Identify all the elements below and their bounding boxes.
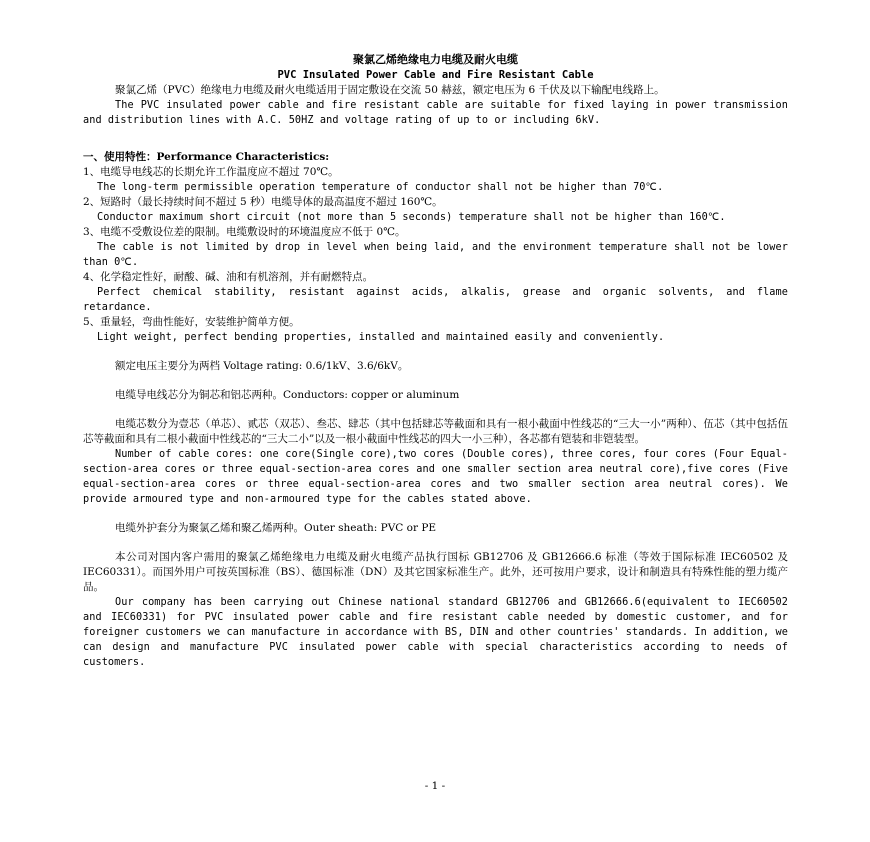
company-english: Our company has been carrying out Chinese national standard GB12706 and GB12666.6(equivalent to IEC60502 and IEC60331) for PVC insulated power cable and fire resistant cable needed by domestic customer, and for foreigner customers we can manufacture in accordance with BS, DIN and other countries' standards. In addition, we can design and manufacture PVC insulated power cable with special characteristics according to needs of customers. (83, 597, 788, 668)
item-3-english: The cable is not limited by drop in level when being laid, and the environment temperature shall not be lower than 0℃. (83, 242, 788, 268)
item-2-chinese: 2、短路时（最长持续时间不超过 5 秒）电缆导体的最高温度不超过 160℃。 (83, 196, 443, 208)
item-5-chinese: 5、重量轻，弯曲性能好，安装维护简单方便。 (83, 316, 300, 328)
item-1-chinese: 1、电缆导电线芯的长期允许工作温度应不超过 70℃。 (83, 166, 339, 178)
cores-chinese: 电缆芯数分为壹芯（单芯）、贰芯（双芯）、叁芯、肆芯（其中包括肆芯等截面和具有一根小截面中性线芯的“三大一小”两种）、伍芯（其中包括伍芯等截面和具有二根小截面中性线芯的“三大二小”以及一根小截面中性线芯的四大一小三种），各芯都有铠装和非铠装型。 (83, 418, 788, 445)
voltage-rating-line: 额定电压主要分为两档 Voltage rating: 0.6/1kV、3.6/6kV。 (115, 360, 409, 372)
intro-chinese: 聚氯乙烯（PVC）绝缘电力电缆及耐火电缆适用于固定敷设在交流 50 赫兹，额定电压为 6 千伏及以下输配电线路上。 (115, 84, 665, 96)
company-chinese: 本公司对国内客户需用的聚氯乙烯绝缘电力电缆及耐火电缆产品执行国标 GB12706 及 GB12666.6 标准（等效于国际标准 IEC60502 及 IEC60331）。而国外用户可按英国标准（BS）、德国标准（DN）及其它国家标准生产。此外，还可按用户要求，设计和制造具有特殊性能的塑力缆产品。 (83, 551, 788, 593)
item-2-english: Conductor maximum short circuit (not more than 5 seconds) temperature shall not be higher than 160℃. (97, 212, 726, 223)
item-1-english: The long-term permissible operation temperature of conductor shall not be higher than 70℃. (97, 182, 664, 193)
item-3-chinese: 3、电缆不受敷设位差的限制。电缆敷设时的环境温度应不低于 0℃。 (83, 226, 406, 238)
intro-english: The PVC insulated power cable and fire resistant cable are suitable for fixed laying in power transmission and distribution lines with A.C. 50HZ and voltage rating of up to or including 6kV. (83, 100, 788, 126)
title-chinese: 聚氯乙烯绝缘电力电缆及耐火电缆 (353, 53, 518, 66)
title-english: PVC Insulated Power Cable and Fire Resistant Cable (277, 69, 594, 81)
page-number: - 1 - (424, 780, 446, 792)
item-4-english: Perfect chemical stability, resistant against acids, alkalis, grease and organic solvents, and flame retardance. (83, 287, 788, 313)
section-heading: 一、使用特性：Performance Characteristics: (83, 151, 330, 163)
item-4-chinese: 4、化学稳定性好，耐酸、碱、油和有机溶剂，并有耐燃特点。 (83, 271, 374, 283)
document-page (83, 52, 788, 670)
cores-english: Number of cable cores: one core(Single core),two cores (Double cores), three cores, four cores (Four Equal-section-area cores or three equal-section-area cores and one smaller section area neutral core),five cores (Five equal-section-area cores or three equal-section-area cores and two smaller section area neutral cores). We provide armoured type and non-armoured type for the cables stated above. (83, 449, 788, 505)
conductor-line: 电缆导电线芯分为铜芯和铝芯两种。Conductors: copper or aluminum (115, 389, 460, 401)
sheath-line: 电缆外护套分为聚氯乙烯和聚乙烯两种。Outer sheath: PVC or PE (115, 522, 437, 534)
item-5-english: Light weight, perfect bending properties, installed and maintained easily and conveniently. (97, 332, 665, 343)
